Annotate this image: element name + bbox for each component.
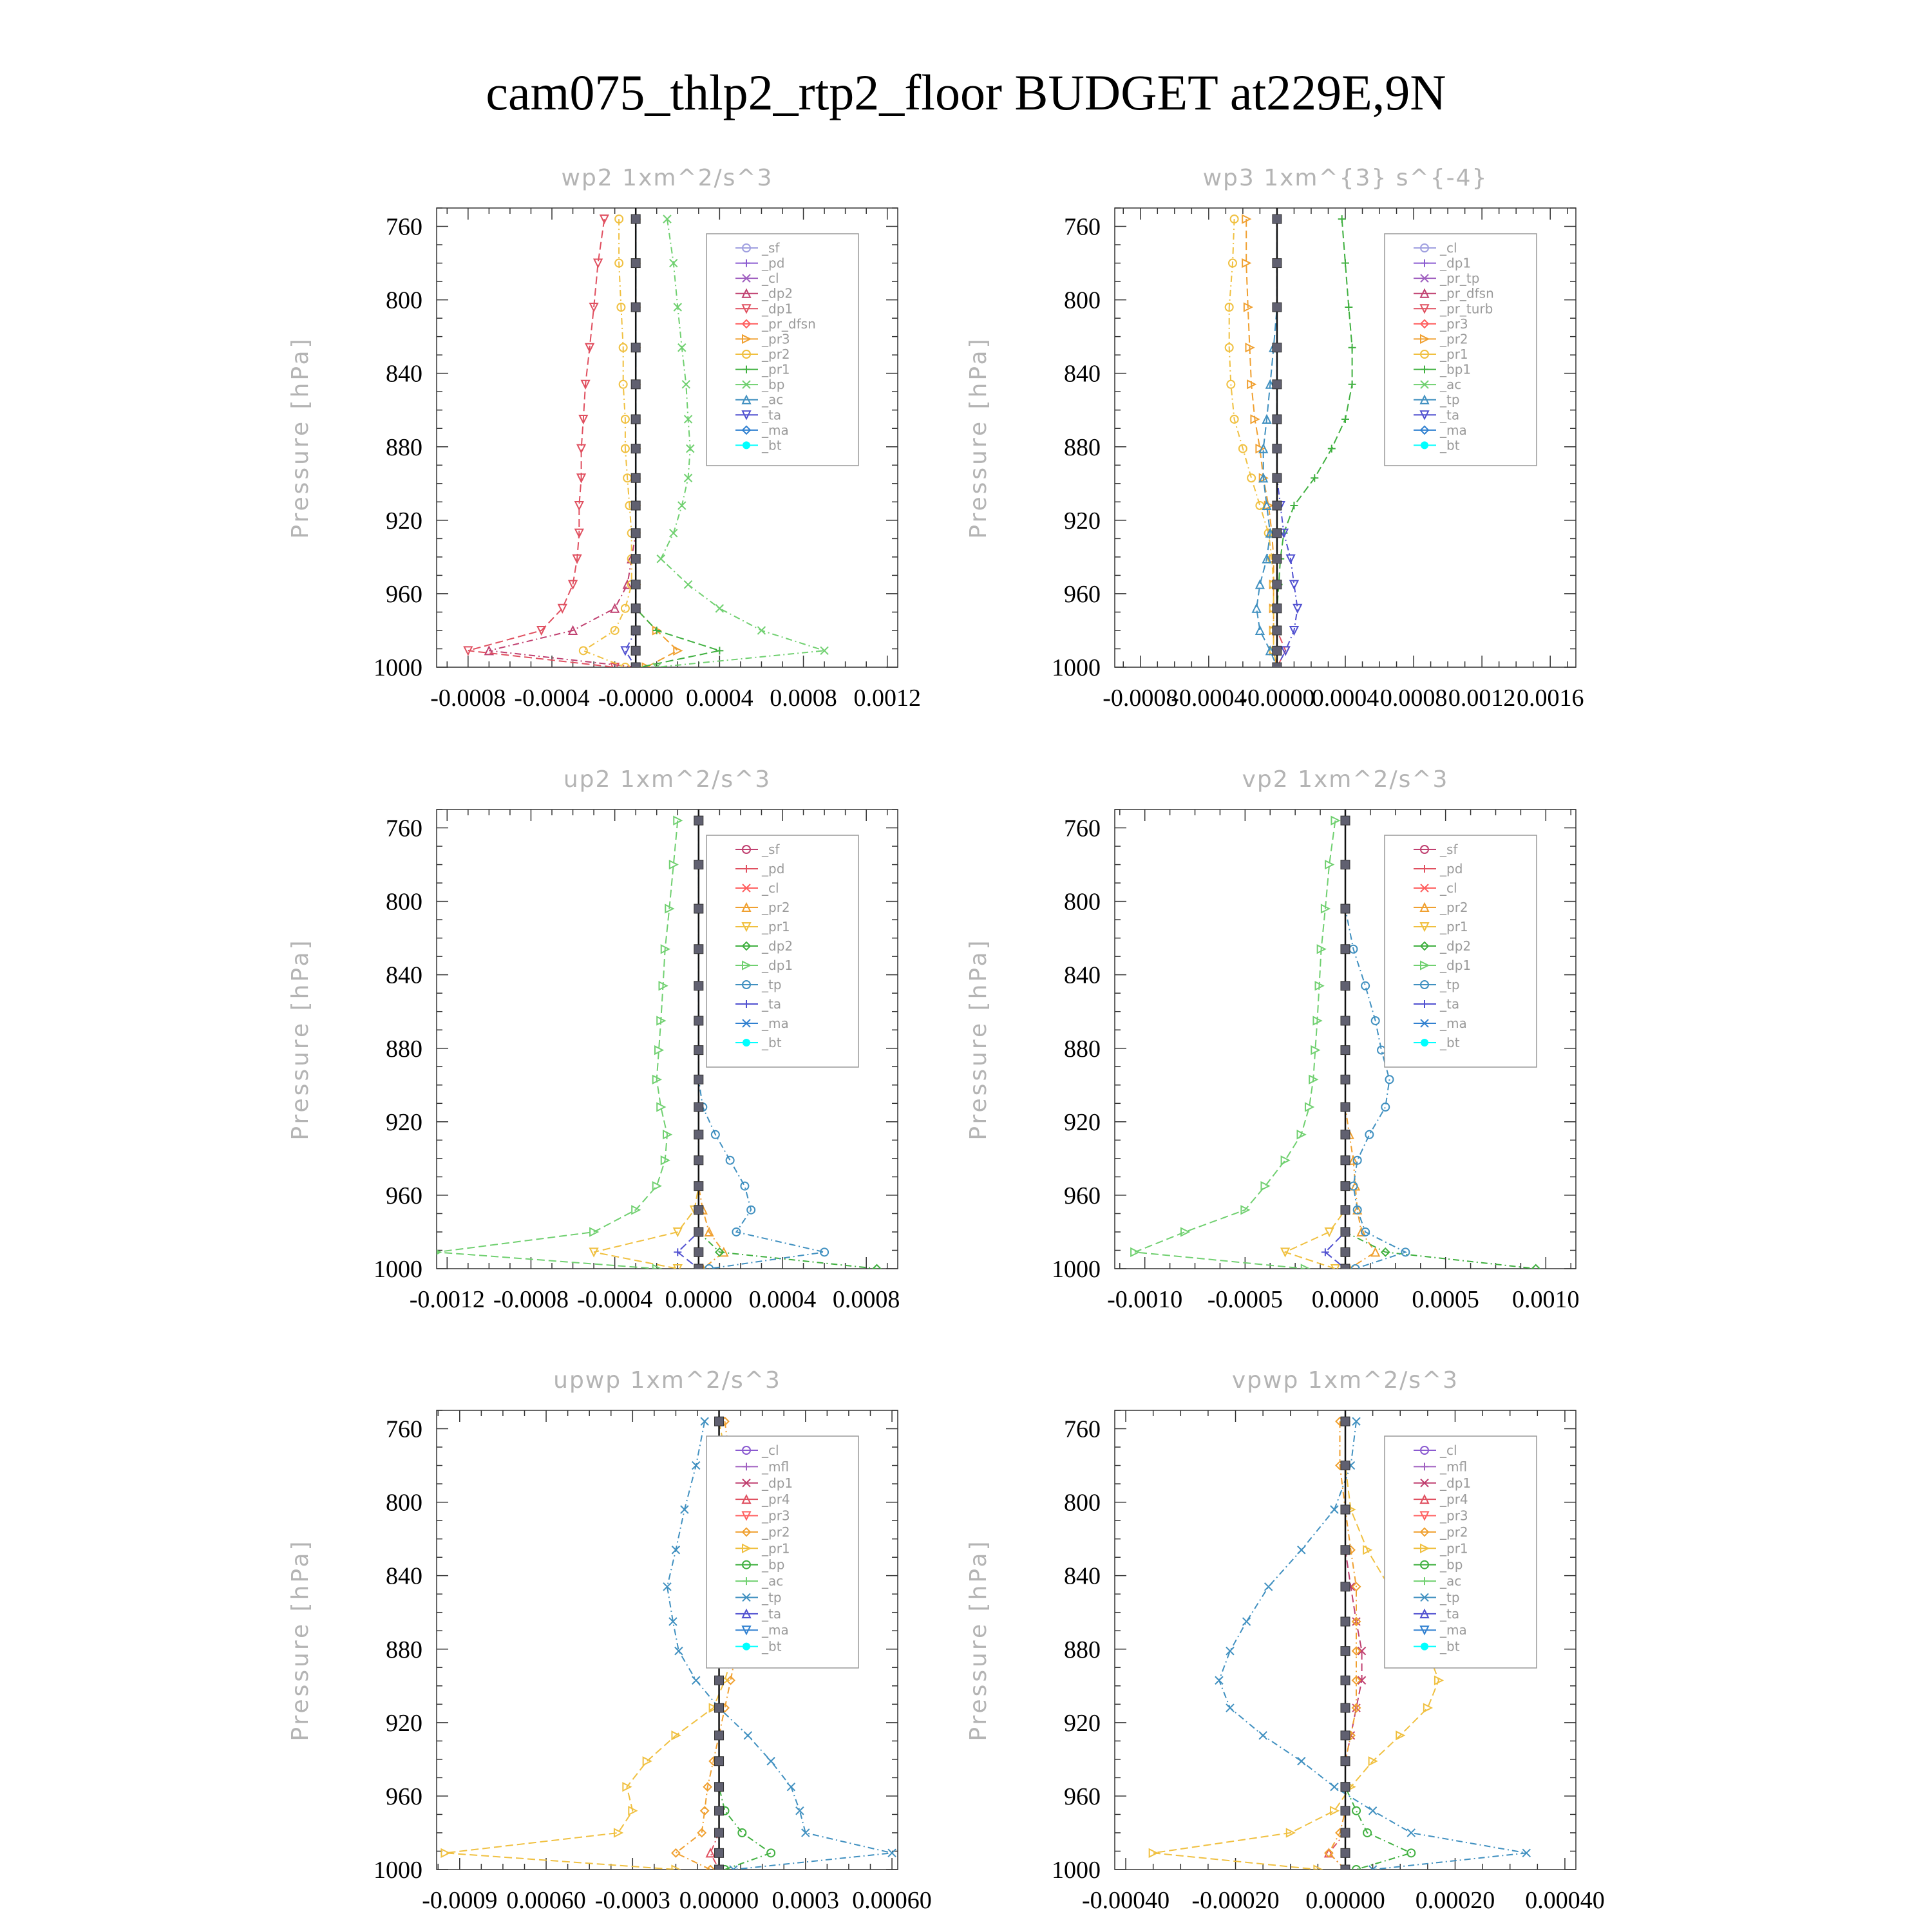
zero-marker bbox=[631, 626, 640, 635]
legend-label: _cl bbox=[762, 880, 779, 896]
zero-marker bbox=[1341, 1103, 1350, 1112]
zero-marker bbox=[715, 1828, 724, 1837]
legend-label: _ac bbox=[1440, 377, 1462, 393]
x-tick-label: 0.00020 bbox=[1415, 1887, 1495, 1914]
zero-marker bbox=[1273, 501, 1282, 510]
x-tick-label: -0.0008 bbox=[493, 1286, 569, 1313]
legend-label: _bp1 bbox=[1440, 361, 1472, 377]
y-axis-label: Pressure [hPa] bbox=[287, 938, 314, 1141]
zero-marker bbox=[694, 1046, 703, 1055]
legend-marker bbox=[743, 1643, 750, 1651]
y-tick-label: 1000 bbox=[374, 654, 422, 681]
zero-marker bbox=[694, 816, 703, 825]
zero-marker bbox=[631, 529, 640, 538]
y-tick-label: 1000 bbox=[374, 1857, 422, 1884]
zero-marker bbox=[715, 1848, 724, 1857]
legend-label: _dp2 bbox=[762, 285, 793, 301]
legend-label: _pr4 bbox=[762, 1492, 790, 1508]
legend-label: _pr_dfsn bbox=[762, 316, 816, 332]
zero-marker bbox=[1341, 1617, 1350, 1626]
y-axis-label: Pressure [hPa] bbox=[965, 1539, 992, 1741]
x-tick-label: 0.00060 bbox=[852, 1887, 932, 1914]
legend bbox=[1385, 835, 1537, 1067]
legend-label: _ta bbox=[762, 407, 782, 423]
legend-label: _tp bbox=[762, 1589, 782, 1605]
y-tick-label: 880 bbox=[1064, 433, 1101, 461]
zero-marker bbox=[694, 945, 703, 954]
zero-marker bbox=[631, 473, 640, 482]
legend-label: _dp1 bbox=[762, 958, 793, 973]
x-tick-label: 0.0010 bbox=[1512, 1286, 1580, 1313]
legend-label: _ma bbox=[1440, 1622, 1467, 1638]
x-tick-label: -0.0003 bbox=[594, 1887, 670, 1914]
legend-label: _pr_dfsn bbox=[1440, 285, 1494, 301]
x-tick-label: 0.0012 bbox=[853, 685, 921, 712]
zero-marker bbox=[1341, 1582, 1350, 1591]
legend-label: _pr3 bbox=[762, 1508, 790, 1524]
y-tick-label: 920 bbox=[1064, 1108, 1101, 1136]
zero-marker bbox=[1341, 1130, 1350, 1139]
legend-label: _ac bbox=[762, 392, 784, 408]
legend-label: _bp bbox=[1440, 1557, 1463, 1573]
y-axis-label: Pressure [hPa] bbox=[965, 336, 992, 539]
legend-label: _pr1 bbox=[762, 1540, 790, 1557]
legend bbox=[1385, 234, 1537, 466]
zero-marker bbox=[1341, 1182, 1350, 1191]
zero-marker bbox=[1341, 1546, 1350, 1555]
legend-marker bbox=[743, 1039, 750, 1046]
legend-label: _dp1 bbox=[1440, 255, 1472, 271]
zero-marker bbox=[631, 415, 640, 424]
legend-label: _dp2 bbox=[1440, 938, 1472, 954]
y-tick-label: 960 bbox=[1064, 1783, 1101, 1810]
y-tick-label: 800 bbox=[1064, 888, 1101, 916]
y-tick-label: 800 bbox=[386, 287, 422, 314]
y-tick-label: 760 bbox=[386, 213, 422, 241]
legend-label: _pr1 bbox=[1440, 346, 1468, 362]
y-tick-label: 960 bbox=[386, 1182, 422, 1209]
x-tick-label: 0.0000 bbox=[665, 1286, 733, 1313]
zero-marker bbox=[1341, 1806, 1350, 1815]
panel-title: upwp 1xm^2/s^3 bbox=[553, 1367, 781, 1394]
legend-label: _ma bbox=[762, 1016, 789, 1031]
legend-label: _sf bbox=[762, 842, 780, 857]
legend-label: _dp1 bbox=[762, 1475, 793, 1491]
zero-marker bbox=[715, 1783, 724, 1792]
y-tick-label: 800 bbox=[386, 888, 422, 916]
y-tick-label: 840 bbox=[386, 961, 422, 989]
legend-label: _bt bbox=[762, 437, 782, 453]
zero-marker bbox=[694, 1016, 703, 1025]
y-tick-label: 760 bbox=[1064, 1416, 1101, 1443]
legend-label: _ta bbox=[1440, 1605, 1460, 1622]
legend-label: _pr1 bbox=[762, 919, 790, 934]
zero-marker bbox=[715, 1757, 724, 1766]
zero-marker bbox=[694, 1075, 703, 1084]
y-axis-label: Pressure [hPa] bbox=[287, 336, 314, 539]
y-tick-label: 920 bbox=[386, 507, 422, 535]
y-tick-label: 840 bbox=[386, 360, 422, 388]
zero-marker bbox=[1273, 259, 1282, 268]
legend-label: _ma bbox=[1440, 422, 1467, 438]
legend-label: _ta bbox=[762, 1605, 782, 1622]
legend-label: _pd bbox=[762, 861, 785, 876]
legend-label: _pr4 bbox=[1440, 1492, 1468, 1508]
zero-marker bbox=[1341, 1676, 1350, 1685]
zero-marker bbox=[1341, 1206, 1350, 1215]
x-tick-label: 0.0016 bbox=[1516, 685, 1584, 712]
zero-marker bbox=[694, 1206, 703, 1215]
legend-label: _dp2 bbox=[762, 938, 793, 954]
legend-label: _pr_tp bbox=[1440, 270, 1480, 287]
x-tick-label: -0.0004 bbox=[514, 685, 590, 712]
x-tick-label: -0.00040 bbox=[1081, 1887, 1170, 1914]
x-tick-label: 0.0012 bbox=[1448, 685, 1516, 712]
legend-label: _bp bbox=[762, 377, 785, 393]
legend-label: _pr2 bbox=[1440, 1524, 1468, 1540]
zero-marker bbox=[1341, 1731, 1350, 1740]
zero-marker bbox=[715, 1731, 724, 1740]
zero-marker bbox=[631, 343, 640, 352]
legend-label: _ma bbox=[762, 422, 789, 438]
legend-label: _ac bbox=[1440, 1573, 1462, 1589]
x-tick-label: 0.0005 bbox=[1412, 1286, 1479, 1313]
y-tick-label: 760 bbox=[386, 1416, 422, 1443]
zero-marker bbox=[1273, 529, 1282, 538]
y-axis-label: Pressure [hPa] bbox=[287, 1539, 314, 1741]
zero-marker bbox=[631, 646, 640, 655]
zero-marker bbox=[1273, 580, 1282, 589]
legend-label: _pd bbox=[1440, 861, 1463, 876]
legend-label: _dp1 bbox=[1440, 1475, 1472, 1491]
legend-label: _cl bbox=[1440, 880, 1457, 896]
legend-marker bbox=[1421, 1039, 1428, 1046]
zero-marker bbox=[631, 259, 640, 268]
zero-marker bbox=[1273, 626, 1282, 635]
zero-marker bbox=[1341, 1783, 1350, 1792]
zero-marker bbox=[694, 1130, 703, 1139]
legend-label: _pd bbox=[762, 255, 785, 271]
legend-label: _pr1 bbox=[1440, 919, 1468, 934]
legend-label: _pr2 bbox=[762, 900, 790, 915]
zero-marker bbox=[694, 1156, 703, 1165]
zero-marker bbox=[1341, 1417, 1350, 1426]
legend-label: _ta bbox=[1440, 996, 1460, 1012]
legend-label: _pr2 bbox=[1440, 900, 1468, 915]
legend-label: _tp bbox=[1440, 977, 1460, 992]
zero-marker bbox=[694, 1103, 703, 1112]
y-tick-label: 960 bbox=[386, 1783, 422, 1810]
x-tick-label: 0.0003 bbox=[772, 1887, 840, 1914]
zero-marker bbox=[1341, 1075, 1350, 1084]
y-tick-label: 960 bbox=[386, 580, 422, 608]
y-tick-label: 840 bbox=[1064, 360, 1101, 388]
legend-label: _mfl bbox=[762, 1459, 790, 1475]
zero-marker bbox=[1341, 816, 1350, 825]
zero-marker bbox=[1341, 1227, 1350, 1236]
legend-label: _sf bbox=[1440, 842, 1458, 857]
zero-marker bbox=[1341, 1156, 1350, 1165]
zero-marker bbox=[1341, 945, 1350, 954]
y-tick-label: 960 bbox=[1064, 580, 1101, 608]
zero-marker bbox=[631, 214, 640, 223]
legend-label: _pr1 bbox=[762, 361, 790, 377]
legend bbox=[706, 835, 858, 1067]
legend bbox=[706, 1436, 858, 1668]
zero-marker bbox=[1341, 1848, 1350, 1857]
x-tick-label: 0.0008 bbox=[832, 1286, 900, 1313]
x-tick-label: -0.0000 bbox=[598, 685, 674, 712]
y-tick-label: 840 bbox=[386, 1562, 422, 1590]
x-tick-label: 0.0000 bbox=[1311, 1286, 1379, 1313]
panel-title: wp3 1xm^{3} s^{-4} bbox=[1202, 165, 1488, 191]
panel-title: up2 1xm^2/s^3 bbox=[563, 766, 772, 793]
y-tick-label: 1000 bbox=[1052, 1857, 1101, 1884]
y-tick-label: 880 bbox=[386, 433, 422, 461]
legend-label: _bt bbox=[1440, 437, 1460, 453]
zero-marker bbox=[1341, 1757, 1350, 1766]
x-tick-label: -0.0012 bbox=[409, 1286, 485, 1313]
legend-label: _bt bbox=[762, 1638, 782, 1654]
y-tick-label: 800 bbox=[1064, 287, 1101, 314]
legend-label: _ma bbox=[1440, 1016, 1467, 1031]
legend-label: _tp bbox=[762, 977, 782, 992]
legend-marker bbox=[743, 441, 750, 449]
x-tick-label: -0.00020 bbox=[1191, 1887, 1280, 1914]
legend-label: _cl bbox=[1440, 240, 1457, 256]
x-tick-label: 0.00000 bbox=[1305, 1887, 1385, 1914]
legend-label: _ta bbox=[762, 996, 782, 1012]
zero-marker bbox=[631, 580, 640, 589]
y-tick-label: 880 bbox=[386, 1035, 422, 1063]
zero-marker bbox=[1341, 1247, 1350, 1256]
legend-label: _cl bbox=[1440, 1443, 1457, 1458]
x-tick-label: 0.0004 bbox=[748, 1286, 817, 1313]
y-tick-label: 760 bbox=[386, 815, 422, 842]
zero-marker bbox=[1341, 1016, 1350, 1025]
zero-marker bbox=[715, 1806, 724, 1815]
x-tick-label: 0.0004 bbox=[686, 685, 753, 712]
zero-marker bbox=[1341, 981, 1350, 990]
zero-marker bbox=[1273, 303, 1282, 312]
zero-marker bbox=[1341, 1046, 1350, 1055]
zero-marker bbox=[1341, 1647, 1350, 1656]
zero-marker bbox=[1273, 214, 1282, 223]
zero-marker bbox=[1341, 1703, 1350, 1712]
zero-marker bbox=[1273, 343, 1282, 352]
x-tick-label: -0.0004 bbox=[1171, 685, 1247, 712]
legend-label: _pr2 bbox=[762, 346, 790, 362]
zero-marker bbox=[694, 860, 703, 869]
y-tick-label: 800 bbox=[1064, 1489, 1101, 1517]
zero-marker bbox=[715, 1676, 724, 1685]
legend-marker bbox=[1421, 1643, 1428, 1651]
zero-marker bbox=[631, 554, 640, 564]
legend-label: _sf bbox=[762, 240, 780, 256]
x-tick-label: 0.0004 bbox=[1311, 685, 1379, 712]
zero-marker bbox=[694, 981, 703, 990]
zero-marker bbox=[1273, 646, 1282, 655]
y-tick-label: 920 bbox=[386, 1709, 422, 1737]
zero-marker bbox=[631, 501, 640, 510]
panel-title: vp2 1xm^2/s^3 bbox=[1242, 766, 1449, 793]
legend-label: _bt bbox=[762, 1035, 782, 1050]
legend-label: _cl bbox=[762, 1443, 779, 1458]
zero-marker bbox=[715, 1703, 724, 1712]
legend-label: _pr_turb bbox=[1440, 301, 1493, 317]
legend-label: _pr3 bbox=[1440, 1508, 1468, 1524]
figure-title: cam075_thlp2_rtp2_floor BUDGET at229E,9N bbox=[486, 64, 1446, 120]
y-tick-label: 880 bbox=[1064, 1035, 1101, 1063]
legend-label: _mfl bbox=[1440, 1459, 1468, 1475]
legend-label: _pr3 bbox=[1440, 316, 1468, 332]
legend-marker bbox=[1421, 441, 1428, 449]
zero-marker bbox=[1273, 380, 1282, 389]
zero-marker bbox=[694, 1182, 703, 1191]
zero-marker bbox=[1273, 554, 1282, 564]
x-tick-label: 0.0008 bbox=[1379, 685, 1448, 712]
legend-label: _tp bbox=[1440, 1589, 1460, 1605]
y-tick-label: 1000 bbox=[374, 1256, 422, 1283]
zero-marker bbox=[1341, 1461, 1350, 1470]
zero-marker bbox=[715, 1417, 724, 1426]
y-tick-label: 840 bbox=[1064, 961, 1101, 989]
legend-label: _pr3 bbox=[762, 331, 790, 347]
legend-label: _cl bbox=[762, 270, 779, 287]
x-tick-label: 0.0008 bbox=[770, 685, 837, 712]
y-tick-label: 920 bbox=[1064, 1709, 1101, 1737]
y-tick-label: 920 bbox=[386, 1108, 422, 1136]
legend-label: _pr1 bbox=[1440, 1540, 1468, 1557]
y-tick-label: 880 bbox=[386, 1636, 422, 1663]
legend-label: _pr2 bbox=[762, 1524, 790, 1540]
zero-marker bbox=[631, 444, 640, 453]
y-tick-label: 960 bbox=[1064, 1182, 1101, 1209]
y-axis-label: Pressure [hPa] bbox=[965, 938, 992, 1141]
x-tick-label: -0.0010 bbox=[1107, 1286, 1183, 1313]
zero-marker bbox=[694, 1227, 703, 1236]
legend-label: _ta bbox=[1440, 407, 1460, 423]
zero-marker bbox=[694, 904, 703, 913]
y-tick-label: 1000 bbox=[1052, 654, 1101, 681]
x-tick-label: -0.0000 bbox=[1239, 685, 1315, 712]
y-tick-label: 920 bbox=[1064, 507, 1101, 535]
x-tick-label: -0.0008 bbox=[430, 685, 506, 712]
x-tick-label: -0.0005 bbox=[1207, 1286, 1283, 1313]
y-tick-label: 880 bbox=[1064, 1636, 1101, 1663]
y-tick-label: 800 bbox=[386, 1489, 422, 1517]
legend-label: _bp bbox=[762, 1557, 785, 1573]
x-tick-label: -0.0008 bbox=[1103, 685, 1179, 712]
zero-marker bbox=[1341, 904, 1350, 913]
zero-marker bbox=[1273, 604, 1282, 613]
x-tick-label: -0.0004 bbox=[577, 1286, 653, 1313]
x-tick-label: 0.00000 bbox=[679, 1887, 759, 1914]
legend-label: _ma bbox=[762, 1622, 789, 1638]
legend-label: _bt bbox=[1440, 1035, 1460, 1050]
legend-label: _bt bbox=[1440, 1638, 1460, 1654]
y-tick-label: 840 bbox=[1064, 1562, 1101, 1590]
y-tick-label: 760 bbox=[1064, 815, 1101, 842]
zero-marker bbox=[1273, 415, 1282, 424]
x-tick-label: 0.00060 bbox=[506, 1887, 586, 1914]
zero-marker bbox=[631, 380, 640, 389]
legend-label: _tp bbox=[1440, 392, 1460, 408]
zero-marker bbox=[1273, 444, 1282, 453]
legend-label: _dp1 bbox=[1440, 958, 1472, 973]
y-tick-label: 760 bbox=[1064, 213, 1101, 241]
legend bbox=[1385, 1436, 1537, 1668]
zero-marker bbox=[1273, 473, 1282, 482]
legend-label: _ac bbox=[762, 1573, 784, 1589]
panel-title: wp2 1xm^2/s^3 bbox=[561, 165, 773, 191]
zero-marker bbox=[631, 604, 640, 613]
x-tick-label: 0.00040 bbox=[1525, 1887, 1605, 1914]
legend bbox=[706, 234, 858, 466]
x-tick-label: -0.0009 bbox=[422, 1887, 498, 1914]
panel-title: vpwp 1xm^2/s^3 bbox=[1231, 1367, 1459, 1394]
zero-marker bbox=[631, 303, 640, 312]
zero-marker bbox=[1341, 1828, 1350, 1837]
zero-marker bbox=[1341, 860, 1350, 869]
zero-marker bbox=[1341, 1505, 1350, 1514]
zero-marker bbox=[694, 1247, 703, 1256]
y-tick-label: 1000 bbox=[1052, 1256, 1101, 1283]
legend-label: _pr2 bbox=[1440, 331, 1468, 347]
legend-label: _dp1 bbox=[762, 301, 793, 317]
